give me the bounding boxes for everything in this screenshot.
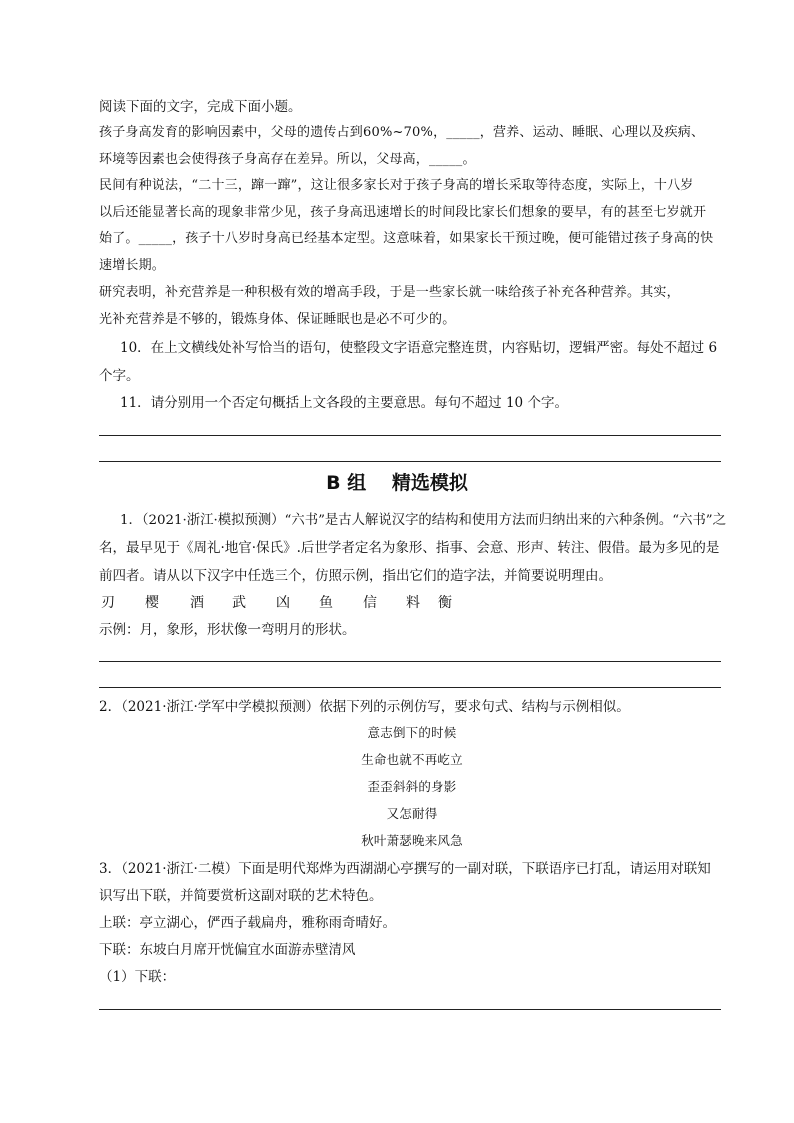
character-item: 信 [363, 595, 377, 611]
q1-line1: 1．（2021·浙江·模拟预测）“六书”是古人解说汉字的结构和使用方法而归纳出来的六种条例。“六书”之 [120, 513, 726, 528]
character-item: 樱 [145, 595, 159, 611]
character-item: 鱼 [319, 595, 333, 611]
character-item: 料 [406, 595, 420, 611]
q1-example: 示例：月，象形，形状像一弯明月的形状。 [99, 622, 356, 638]
passage-p2-line1: 民间有种说法，“二十三，蹿一蹿”，这让很多家长对于孩子身高的增长采取等待态度，实际上，十八岁 [99, 178, 694, 193]
poem-line: 意志倒下的时候 [367, 725, 457, 740]
question-10-line2: 个字。 [99, 368, 140, 384]
poem-line: 秋叶萧瑟晚来风急 [361, 833, 463, 848]
character-item: 武 [232, 595, 246, 611]
passage-p2-line3: 始了。_____，孩子十八岁时身高已经基本定型。这意味着，如果家长干预过晚，便可能错过孩子身高的快 [99, 231, 714, 246]
question-10-line1: 10．在上文横线处补写恰当的语句，使整段文字语意完整连贯，内容贴切，逻辑严密。每处不超过 6 [120, 340, 718, 356]
couplet-upper: 上联：亭立湖心，俨西子载扁舟，雅称雨奇晴好。 [99, 915, 396, 931]
character-item: 衡 [438, 595, 452, 611]
character-list [0, 594, 794, 612]
q3-line2: 识写出下联，并简要赏析这副对联的艺术特色。 [99, 888, 383, 904]
answer-line[interactable] [99, 661, 721, 662]
poem-line: 又怎耐得 [386, 806, 438, 821]
passage-p3-line1: 研究表明，补充营养是一种积极有效的增高手段，于是一些家长就一味给孩子补充各种营养。其实， [99, 285, 680, 300]
question-11: 11．请分别用一个否定句概括上文各段的主要意思。每句不超过 10 个字。 [120, 395, 568, 411]
passage-p1-line2: 环境等因素也会使得孩子身高存在差异。所以，父母高，_____。 [99, 152, 476, 167]
poem-line: 歪歪斜斜的身影 [367, 779, 457, 794]
q3-line1: 3．（2021·浙江·二模）下面是明代郑烨为西湖湖心亭撰写的一副对联，下联语序已打乱，请运用对联知 [99, 861, 711, 877]
answer-line[interactable] [99, 687, 721, 688]
couplet-lower-scrambled: 下联：东坡白月席开恍偏宜水面游赤壁清风 [99, 942, 356, 958]
q1-line3: 前四者。请从以下汉字中任选三个，仿照示例，指出它们的造字法，并简要说明理由。 [99, 568, 612, 584]
character-item: 酒 [190, 595, 204, 611]
reading-intro: 阅读下面的文字，完成下面小题。 [99, 99, 302, 115]
passage-p2-line2: 以后还能显著长高的现象非常少见，孩子身高迅速增长的时间段比家长们想象的要早，有的甚至七岁就开 [99, 205, 707, 220]
q1-line2: 名，最早见于《周礼·地官·保氏》.后世学者定名为象形、指事、会意、形声、转注、假借。最为多见的是 [99, 540, 720, 556]
q2-line1: 2．（2021·浙江·学军中学模拟预测）依据下列的示例仿写，要求句式、结构与示例相似。 [99, 699, 630, 715]
passage-p2-line4: 速增长期。 [99, 258, 166, 273]
q3-sub1-label: （1）下联： [99, 969, 176, 985]
character-item: 刃 [101, 595, 115, 611]
section-b-title: B 组 精选模拟 [326, 472, 468, 494]
passage-p1-line1: 孩子身高发育的影响因素中，父母的遗传占到60%~70%，_____，营养、运动、睡眠、心理以及疾病、 [99, 125, 705, 140]
passage-p3-line2: 光补充营养是不够的，锻炼身体、保证睡眠也是必不可少的。 [99, 312, 456, 327]
answer-line[interactable] [99, 435, 721, 436]
poem-line: 生命也就不再屹立 [361, 752, 463, 767]
answer-line[interactable] [99, 461, 721, 462]
character-item: 凶 [276, 595, 290, 611]
answer-line[interactable] [99, 1009, 721, 1010]
